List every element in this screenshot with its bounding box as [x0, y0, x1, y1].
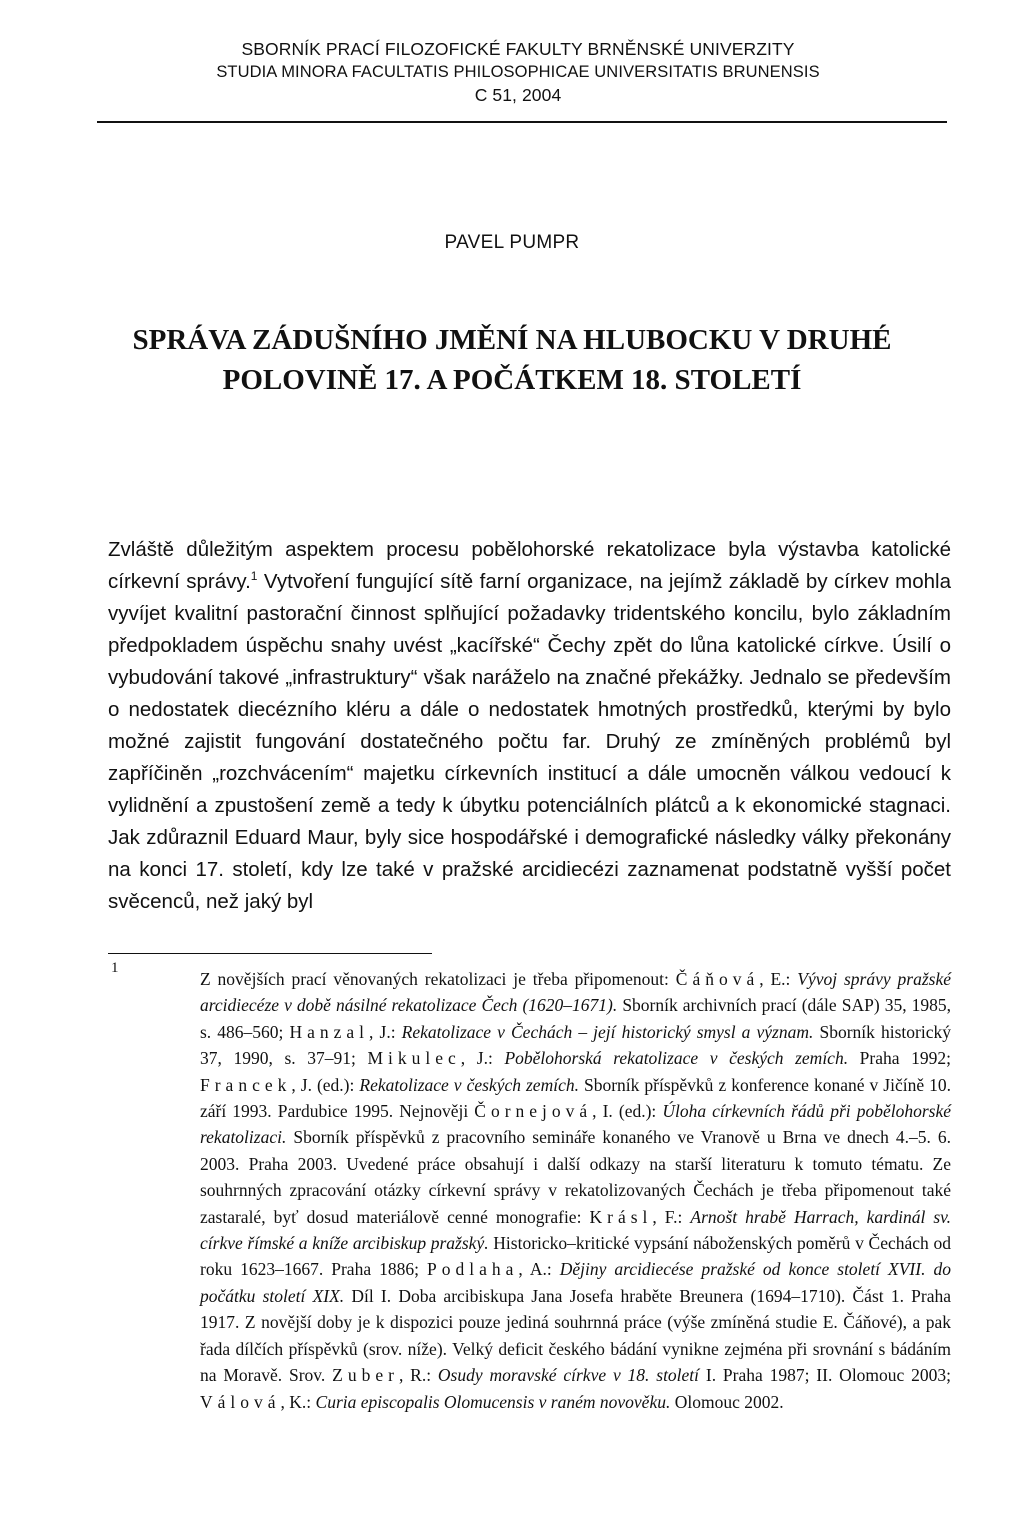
footnote-number: 1 — [111, 960, 119, 976]
fn-author: Hanzal — [289, 1021, 370, 1042]
fn-title: Pobělohorská rekatolizace v českých zemích. — [504, 1048, 849, 1069]
fn-author: Mikulec — [367, 1048, 461, 1069]
fn-title: Vývoj správy pražské arcidiecéze v době násilné rekatolizace Čech (1620–1671). — [200, 969, 951, 1016]
fn-title: Rekatolizace v českých zemích. — [359, 1074, 579, 1095]
fn-author: Francek — [200, 1074, 292, 1095]
fn-text: , F.: — [652, 1206, 691, 1227]
fn-text: Sborník příspěvků z pracovního semináře konaného ve Vranově u Brna ve dnech 4.–5. 6. 2003. Praha 2003. Uvedené práce obsahují i další odkazy na starší literaturu k tomuto tématu. Ze souhrnných zpracování otázky církevní správy v rekatolizovaných Čechách je třeba připomenout také zastaralé, byť dosud materiálově cenné monografie: — [200, 1127, 951, 1227]
fn-text: Sborník příspěvků z konference konané v Jičíně 10. září 1993. Pardubice 1995. Nejnověji — [200, 1074, 951, 1122]
journal-header — [90, 38, 946, 107]
fn-author: Krásl — [589, 1206, 653, 1227]
fn-title: Úloha církevních řádů při pobělohorské rekatolizaci. — [200, 1101, 951, 1148]
fn-text: , J. (ed.): — [291, 1074, 360, 1095]
footnote-text — [200, 966, 951, 1415]
fn-text: , I. (ed.): — [592, 1101, 663, 1122]
fn-text: Olomouc 2002. — [670, 1391, 784, 1412]
fn-title: Dějiny arcidiecése pražské od konce století XVII. do počátku století XIX. — [200, 1259, 951, 1306]
body-paragraph — [108, 534, 951, 918]
fn-title: Osudy moravské církve v 18. století — [437, 1365, 700, 1386]
fn-text: , K.: — [280, 1391, 316, 1412]
footnote-reference[interactable]: 1 — [250, 569, 258, 583]
article-title-line-2: POLOVINĚ 17. A POČÁTKEM 18. STOLETÍ — [222, 364, 802, 396]
journal-volume: C 51, 2004 — [474, 85, 562, 105]
article-title — [90, 320, 934, 400]
fn-text: , R.: — [398, 1365, 438, 1386]
fn-author: Čornejová — [474, 1101, 593, 1122]
fn-text: Praha 1992; — [848, 1048, 951, 1069]
fn-text: , E.: — [759, 969, 798, 989]
fn-text: Sborník archivních prací (dále SAP) 35, 1985, s. 486–560; — [200, 995, 951, 1042]
fn-author: Válová — [200, 1391, 281, 1412]
journal-name-latin: STUDIA MINORA FACULTATIS PHILOSOPHICAE UNIVERSITATIS BRUNENSIS — [216, 63, 820, 81]
header-rule — [97, 121, 947, 123]
article-author: PAVEL PUMPR — [444, 232, 580, 253]
fn-title: Curia episcopalis Olomucensis v raném novověku. — [315, 1391, 671, 1412]
fn-title: Rekatolizace v Čechách – její historický smysl a význam. — [401, 1021, 814, 1042]
fn-text: , A.: — [518, 1259, 560, 1280]
fn-text: Historicko–kritické vypsání náboženských poměrů v Čechách od roku 1623–1667. Praha 1886; — [200, 1233, 951, 1280]
journal-name-czech: SBORNÍK PRACÍ FILOZOFICKÉ FAKULTY BRNĚNSKÉ UNIVERZITY — [241, 39, 795, 59]
fn-text: I. Praha 1987; II. Olomouc 2003; — [699, 1365, 952, 1386]
fn-text: Sborník historický 37, 1990, s. 37–91; — [200, 1021, 951, 1069]
body-text-part-2: Vytvoření fungující sítě farní organizace, na jejímž základě by církev mohla vyvíjet kvalitní pastorační činnost splňující požadavky tridentského koncilu, bylo základním předpokladem úspěchu snahy uvést „kacířské“ Čechy zpět do lůna katolické církve. Úsilí o vybudování takové „infrastruktury“ však naráželo na značné překážky. Jednalo se především o nedostatek diecézního kléru a dále o nedostatek hmotných prostředků, kterými by bylo možné zajistit fungování dostatečného počtu far. Druhý ze zmíněných problémů byl zapříčiněn „rozchvácením“ majetku církevních institucí a dále umocněn válkou vedoucí k vylidnění a zpustošení země a tedy k úbytku potenciálních plátců a k ekonomické stagnaci. Jak zdůraznil Eduard Maur, byly sice hospodářské i demografické následky války překonány na konci 17. století, kdy lze také v pražské arcidiecézi zaznamenat podstatně vyšší počet svěcenců, než jaký byl — [108, 570, 951, 913]
fn-author: Zuber — [332, 1365, 399, 1386]
body-text-part-1: Zvláště důležitým aspektem procesu pobělohorské rekatolizace byla výstavba katolické církevní správy. — [108, 538, 951, 593]
footnote-separator — [108, 953, 432, 954]
fn-text: , J.: — [369, 1021, 402, 1042]
fn-text: , J.: — [460, 1048, 505, 1069]
fn-text: Díl I. Doba arcibiskupa Jana Josefa hraběte Breunera (1694–1710). Část 1. Praha 1917. Z novější doby je k dispozici pouze jediná souhrnná práce (výše zmíněná studie E. Čáňové), a pak řada dílčích příspěvků (srov. níže). Velký deficit českého bádání vynikne zejména při srovnání s bádáním na Moravě. Srov. — [200, 1285, 951, 1386]
article-title-line-1: SPRÁVA ZÁDUŠNÍHO JMĚNÍ NA HLUBOCKU V DRUHÉ — [132, 324, 892, 356]
fn-author: Čáňová — [675, 969, 760, 989]
fn-text: Z novějších prací věnovaných rekatolizaci je třeba připomenout: — [200, 969, 676, 989]
fn-title: Arnošt hrabě Harrach, kardinál sv. církve římské a kníže arcibiskup pražský. — [200, 1206, 951, 1254]
fn-author: Podlaha — [427, 1259, 519, 1280]
